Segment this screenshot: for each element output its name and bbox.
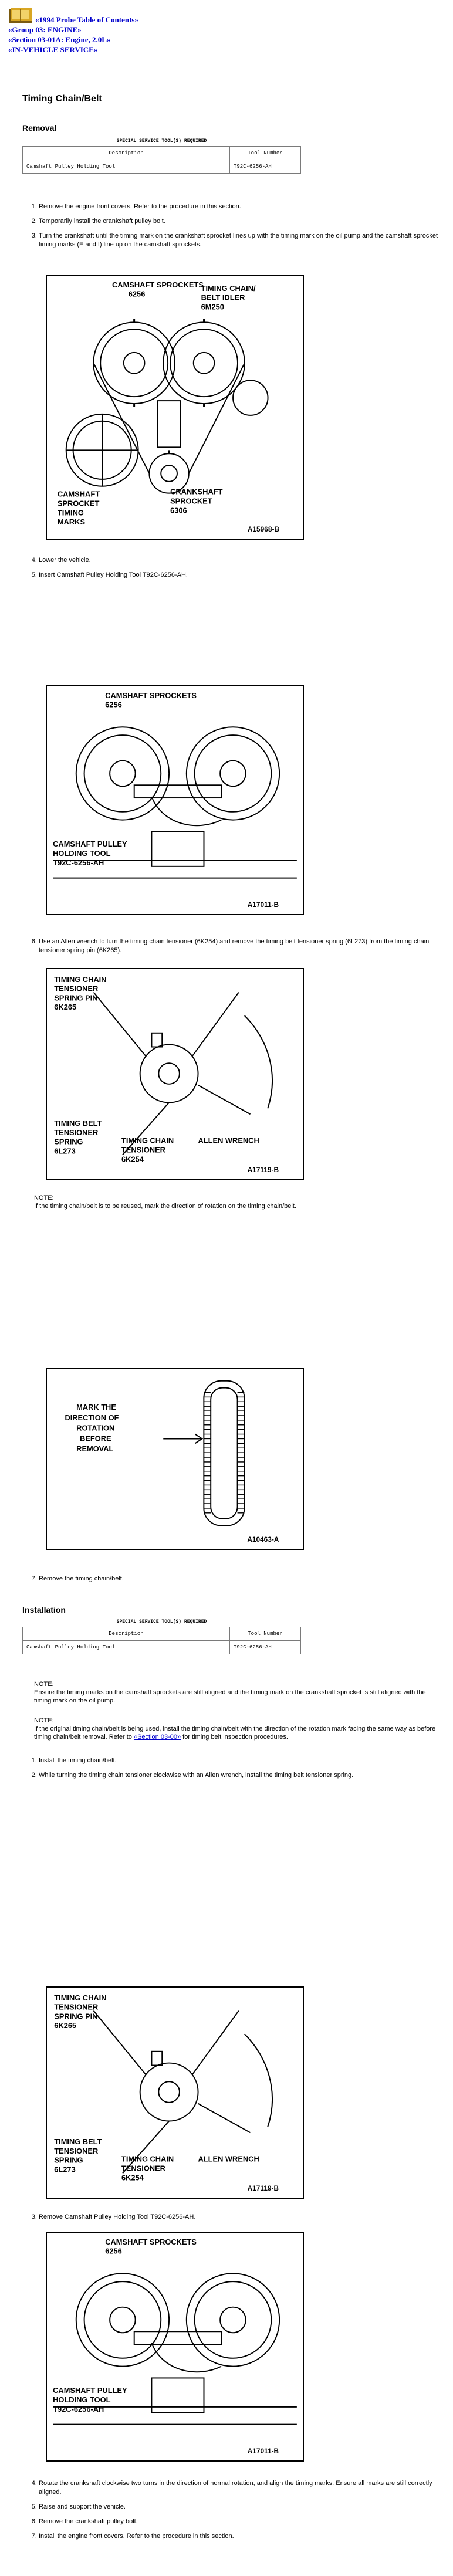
installation-step-3 <box>22 2213 449 2228</box>
figure-label: T92C-6256-AH <box>53 2404 104 2413</box>
figure-timing-chain-tensioner <box>46 968 304 1180</box>
removal-step-6 <box>22 937 449 961</box>
figure-label: SPRING PIN <box>54 2012 98 2021</box>
figure-label: T92C-6256-AH <box>53 858 104 867</box>
table-caption: SPECIAL SERVICE TOOL(S) REQUIRED <box>116 1619 207 1624</box>
figure-label: CRANKSHAFT <box>170 487 223 496</box>
figure-label: DIRECTION OF <box>65 1413 119 1422</box>
figure-label: 6256 <box>105 700 122 709</box>
toc-link[interactable]: «1994 Probe Table of Contents» <box>35 15 138 24</box>
figure-install-tensioner-spring <box>46 1986 304 2199</box>
figure-label: 6K265 <box>54 1003 77 1012</box>
figure-camshaft-timing-marks <box>46 275 304 540</box>
group-link[interactable]: «Group 03: ENGINE» <box>8 25 82 34</box>
note-reuse-belt <box>34 1194 445 1210</box>
step-item: 5. Insert Camshaft Pulley Holding Tool T92C-6256-AH. <box>39 571 449 580</box>
figure-label: TIMING CHAIN <box>54 1993 107 2002</box>
note-original-belt <box>34 1717 445 1741</box>
figure-label: MARKS <box>57 517 86 527</box>
section-03-00-link[interactable]: «Section 03-00» <box>133 1734 181 1741</box>
step-item: 7. Remove the timing chain/belt. <box>39 1575 449 1583</box>
removal-step-7 <box>22 1575 449 1589</box>
figure-label: 6K265 <box>54 2021 77 2030</box>
figure-label: TENSIONER <box>54 984 99 993</box>
table-caption: SPECIAL SERVICE TOOL(S) REQUIRED <box>116 138 207 144</box>
in-vehicle-service-link[interactable]: «IN-VEHICLE SERVICE» <box>8 45 98 54</box>
figure-label: 6256 <box>128 289 146 299</box>
holding-tool-illustration <box>47 686 303 914</box>
figure-label: TIMING CHAIN <box>121 2154 174 2164</box>
figure-label: 6306 <box>170 506 187 515</box>
figure-mark-direction-of-rotation <box>46 1368 304 1550</box>
figure-label: 6K254 <box>121 1155 144 1164</box>
column-header-description: Description <box>23 147 230 160</box>
belt-direction-illustration <box>47 1369 303 1549</box>
section-link[interactable]: «Section 03-01A: Engine, 2.0L» <box>8 35 111 44</box>
step-item: 4. Rotate the crankshaft clockwise two turns in the direction of normal rotation, and align the timing marks. Ensure all marks are still correctly aligned. <box>39 2479 449 2497</box>
figure-label: TENSIONER <box>54 2002 99 2012</box>
figure-label: SPROCKET <box>170 496 212 506</box>
removal-steps-1-3 <box>22 202 449 255</box>
figure-label: ALLEN WRENCH <box>198 1136 259 1145</box>
figure-id: A17011-B <box>247 2447 279 2456</box>
figure-label: 6L273 <box>54 2165 76 2174</box>
figure-label: REMOVAL <box>76 1444 114 1454</box>
figure-id: A17119-B <box>247 1166 279 1174</box>
installation-tools-table <box>22 1619 301 1654</box>
figure-label: HOLDING TOOL <box>53 849 111 858</box>
step-item: 6. Use an Allen wrench to turn the timing chain tensioner (6K254) and remove the timing belt tensioner spring (6L273) from the timing chain tensioner spring pin (6K265). <box>39 937 449 955</box>
table-row <box>23 160 301 174</box>
installation-steps-1-2 <box>22 1756 449 1786</box>
figure-label: SPROCKET <box>57 499 100 508</box>
figure-label: BELT IDLER <box>201 293 245 302</box>
step-item: 4. Lower the vehicle. <box>39 556 449 565</box>
tool-number: T92C-6256-AH <box>230 1641 301 1654</box>
holding-tool-illustration <box>47 2233 303 2460</box>
step-item: 3. Remove Camshaft Pulley Holding Tool T92C-6256-AH. <box>39 2213 449 2222</box>
note-text: Ensure the timing marks on the camshaft sprockets are still aligned and the timing mark on the crankshaft sprocket is still aligned with the timing mark on the oil pump. <box>34 1689 426 1704</box>
figure-label: TIMING CHAIN <box>54 974 107 984</box>
step-item: 2. Temporarily install the crankshaft pulley bolt. <box>39 217 449 226</box>
tool-description: Camshaft Pulley Holding Tool <box>23 1641 230 1654</box>
step-item: 3. Turn the crankshaft until the timing mark on the crankshaft sprocket lines up with the timing mark on the oil pump and the camshaft sprocket timing marks (E and I) line up on the camshaft sprockets. <box>39 232 449 249</box>
column-header-description: Description <box>23 1627 230 1641</box>
figure-label: MARK THE <box>76 1403 116 1412</box>
step-item: 7. Install the engine front covers. Refer to the procedure in this section. <box>39 2532 449 2541</box>
tensioner-illustration <box>47 1988 303 2198</box>
figure-id: A15968-B <box>247 525 280 534</box>
figure-label: 6K254 <box>121 2173 144 2182</box>
note-timing-marks-aligned <box>34 1680 445 1705</box>
figure-label: TIMING BELT <box>54 2137 102 2147</box>
figure-label: CAMSHAFT SPROCKETS <box>105 2237 197 2246</box>
figure-label: BEFORE <box>80 1434 111 1443</box>
figure-id: A17119-B <box>247 2184 279 2193</box>
figure-label: 6L273 <box>54 1146 76 1156</box>
figure-label: CAMSHAFT PULLEY <box>53 2386 127 2395</box>
figure-label: TENSIONER <box>121 2164 165 2173</box>
figure-label: CAMSHAFT <box>57 489 100 499</box>
figure-label: SPRING <box>54 2155 83 2165</box>
removal-steps-4-5 <box>22 556 449 585</box>
tool-number: T92C-6256-AH <box>230 160 301 174</box>
book-icon <box>8 7 34 25</box>
page-title: Timing Chain/Belt <box>22 94 102 104</box>
figure-id: A17011-B <box>247 901 279 909</box>
figure-label: CAMSHAFT SPROCKETS <box>111 280 204 289</box>
figure-label: 6256 <box>105 2246 122 2256</box>
step-item: 1. Remove the engine front covers. Refer to the procedure in this section. <box>39 202 449 211</box>
timing-marks-illustration <box>47 276 303 539</box>
removal-tools-table <box>22 138 301 174</box>
figure-camshaft-pulley-holding-tool-install <box>46 2232 304 2462</box>
step-item: 2. While turning the timing chain tensioner clockwise with an Allen wrench, install the timing belt tensioner spring. <box>39 1771 449 1780</box>
figure-label: SPRING <box>54 1137 83 1146</box>
step-item: 1. Install the timing chain/belt. <box>39 1756 449 1765</box>
breadcrumb-nav <box>8 6 243 55</box>
table-row <box>23 1641 301 1654</box>
note-text: If the timing chain/belt is to be reused, mark the direction of rotation on the timing chain/belt. <box>34 1203 296 1210</box>
column-header-tool-number: Tool Number <box>230 1627 301 1641</box>
figure-label: TENSIONER <box>54 2146 99 2155</box>
figure-label: 6M250 <box>201 302 224 312</box>
tensioner-illustration <box>47 969 303 1179</box>
note-text: If the original timing chain/belt is being used, install the timing chain/belt with the direction of the rotation mark facing the same way as before timing chain/belt removal. Refer to «Section 03-00» for timing belt inspection procedures. <box>34 1725 436 1741</box>
note-label: NOTE: <box>34 1681 54 1688</box>
figure-label: TIMING CHAIN/ <box>201 283 256 293</box>
figure-id: A10463-A <box>247 1535 279 1544</box>
figure-label: CAMSHAFT PULLEY <box>53 840 127 849</box>
figure-label: ROTATION <box>76 1423 115 1433</box>
figure-label: TIMING CHAIN <box>121 1136 174 1145</box>
figure-label: HOLDING TOOL <box>53 2395 111 2405</box>
figure-label: ALLEN WRENCH <box>198 2154 259 2164</box>
figure-label: SPRING PIN <box>54 993 98 1003</box>
figure-label: TIMING BELT <box>54 1119 102 1128</box>
removal-heading: Removal <box>22 123 57 133</box>
installation-steps-4-7 <box>22 2479 449 2547</box>
figure-label: CAMSHAFT SPROCKETS <box>105 690 197 700</box>
tool-description: Camshaft Pulley Holding Tool <box>23 160 230 174</box>
figure-label: TIMING <box>57 508 84 517</box>
installation-heading: Installation <box>22 1605 66 1614</box>
column-header-tool-number: Tool Number <box>230 147 301 160</box>
step-item: 6. Remove the crankshaft pulley bolt. <box>39 2517 449 2526</box>
figure-label: TENSIONER <box>54 1128 99 1137</box>
belt-teeth <box>204 1392 244 1512</box>
step-item: 5. Raise and support the vehicle. <box>39 2503 449 2511</box>
note-label: NOTE: <box>34 1717 54 1724</box>
figure-label: TENSIONER <box>121 1145 165 1155</box>
figure-camshaft-pulley-holding-tool <box>46 685 304 915</box>
note-label: NOTE: <box>34 1194 54 1201</box>
